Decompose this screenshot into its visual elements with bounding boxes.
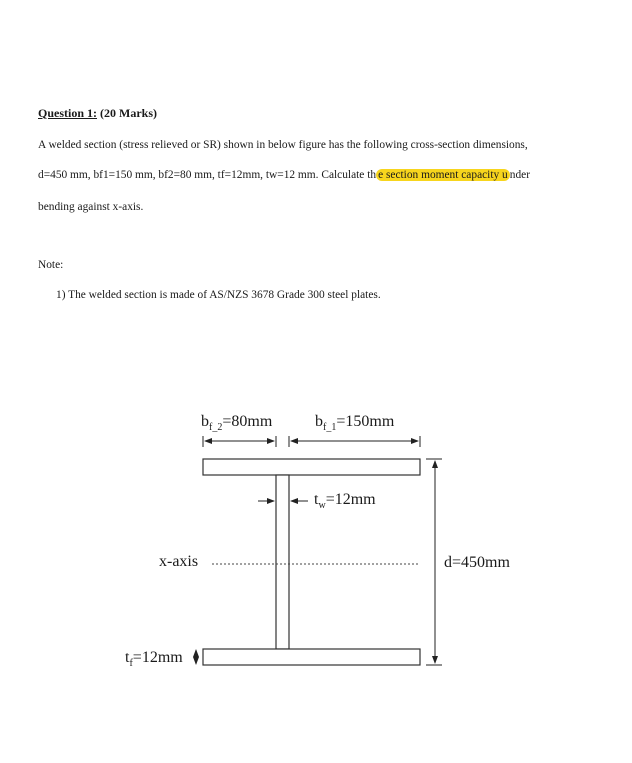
bf2-dimension bbox=[203, 436, 276, 447]
web bbox=[276, 475, 289, 649]
d-dimension bbox=[426, 459, 442, 665]
note-heading: Note: bbox=[38, 259, 64, 271]
tw-label: $t_w=12mm$ bbox=[314, 491, 376, 512]
bf2-label: $b_{f\_2}=80mm$ bbox=[201, 413, 273, 434]
question-line-3: bending against x-axis. bbox=[38, 201, 144, 213]
x-axis-label: x-axis bbox=[159, 553, 199, 570]
depth-label: d=450mm bbox=[444, 554, 510, 571]
question-line-2-pre: d=450 mm, bf1=150 mm, bf2=80 mm, tf=12mm, tw=12 mm. Calculate th bbox=[38, 169, 377, 181]
tf-label: $t_f=12mm$ bbox=[125, 649, 183, 670]
note-item-1: 1) The welded section is made of AS/NZS 3678 Grade 300 steel plates. bbox=[56, 289, 381, 301]
bf1-dimension bbox=[289, 436, 420, 447]
question-line-2-post: nder bbox=[509, 169, 530, 181]
top-flange bbox=[203, 459, 420, 475]
bottom-flange bbox=[203, 649, 420, 665]
bf1-label: $b_{f\_1}=150mm$ bbox=[315, 413, 395, 434]
highlight-section-moment-capacity: e section moment capacity u bbox=[378, 169, 508, 181]
question-number: Question 1: bbox=[38, 106, 98, 120]
question-marks: (20 Marks) bbox=[100, 106, 158, 120]
question-line-1: A welded section (stress relieved or SR) shown in below figure has the following cross-section dimensions, bbox=[38, 139, 528, 151]
